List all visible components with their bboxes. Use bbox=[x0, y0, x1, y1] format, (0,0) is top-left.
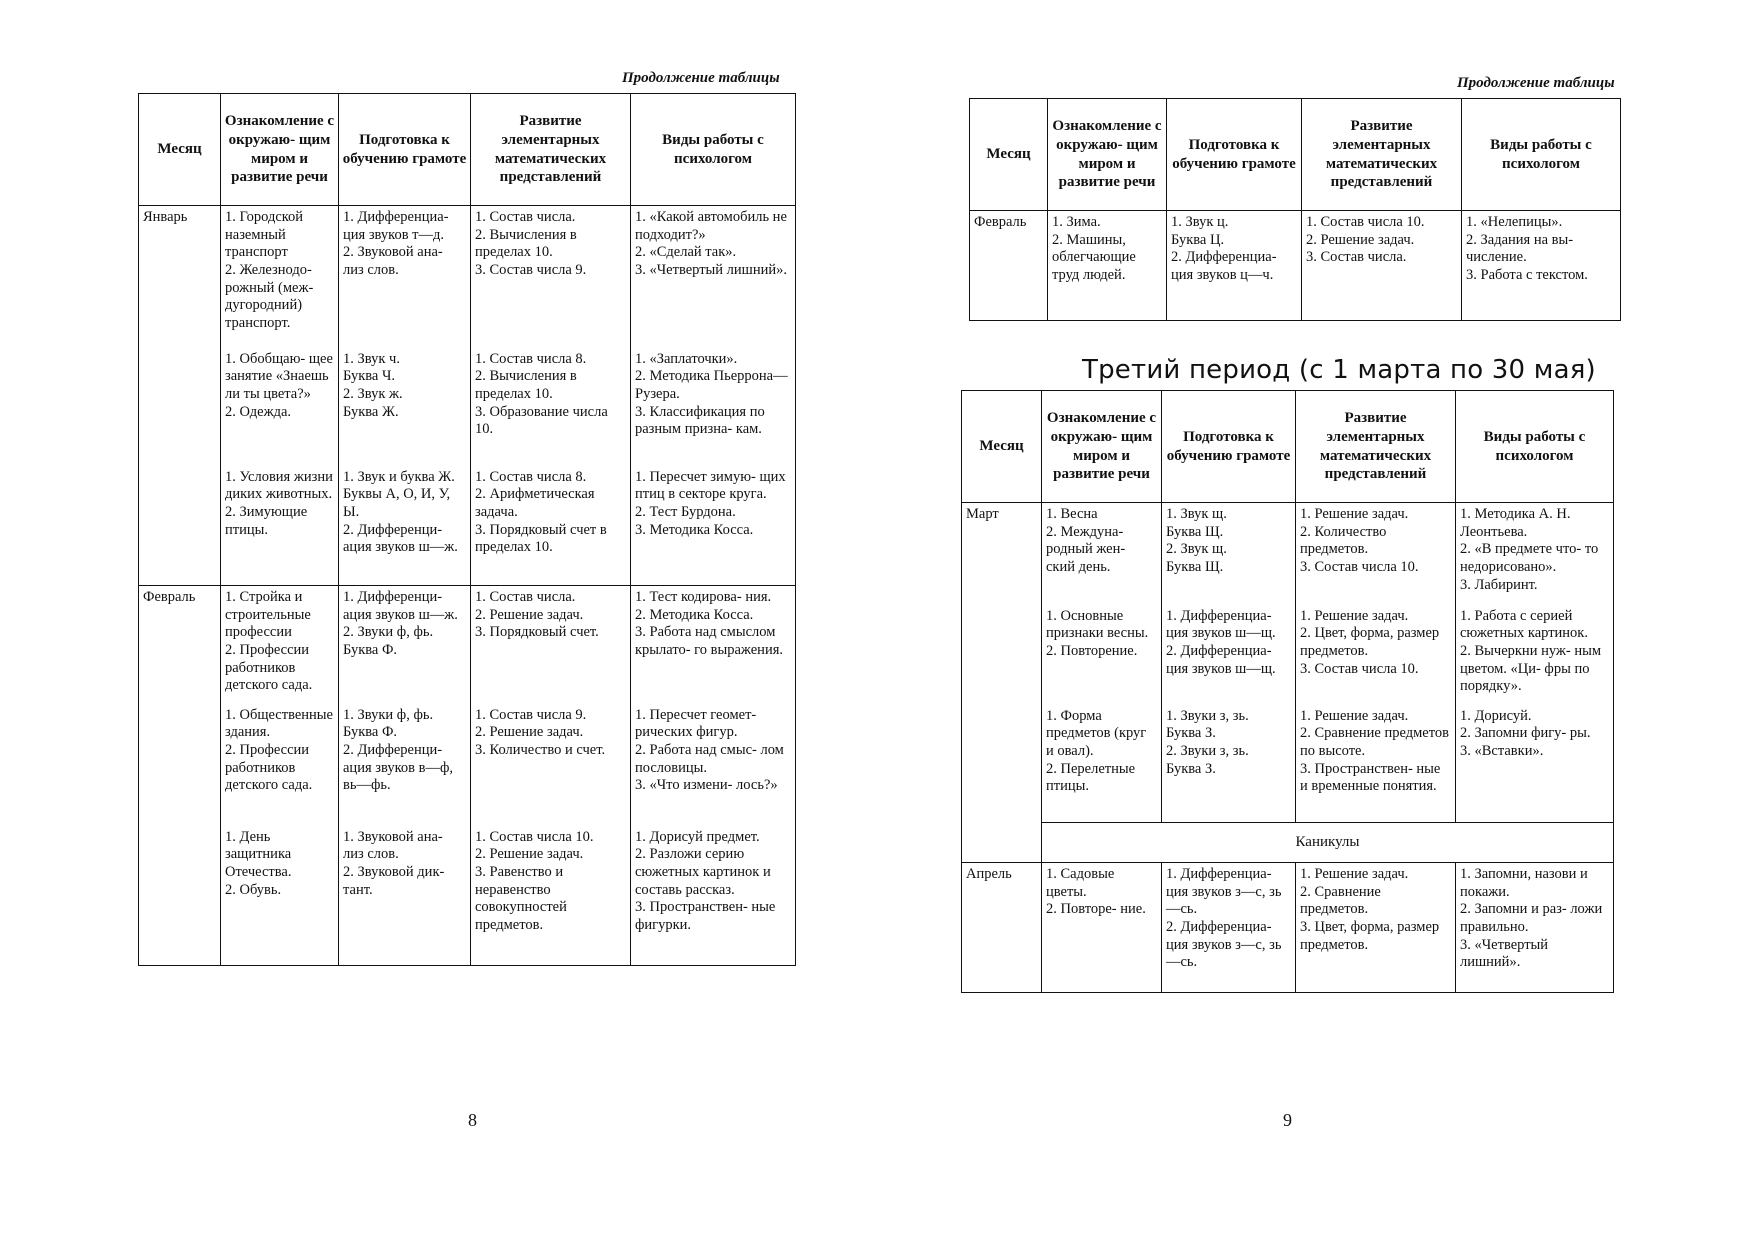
cell-math bbox=[1296, 863, 1456, 993]
cell-world bbox=[1048, 211, 1167, 321]
table-row bbox=[139, 704, 796, 826]
left-schedule-table bbox=[138, 93, 796, 966]
table-continuation-caption: Продолжение таблицы bbox=[622, 70, 780, 86]
section-title: Третий период (с 1 марта по 30 мая) bbox=[1082, 355, 1596, 385]
cell-psych bbox=[1456, 605, 1614, 705]
cell-line: 2. Сравнение предметов. bbox=[1300, 883, 1381, 918]
cell-line: 1. Методика А. Н. Леонтьева. bbox=[1460, 506, 1571, 540]
cell-line: 1. Звук щ. bbox=[1166, 506, 1227, 522]
cell-psych bbox=[631, 466, 796, 586]
cell-line: 1. Звуки ф, фь. bbox=[343, 706, 434, 723]
cell-math bbox=[471, 348, 631, 466]
cell-line: 2. Звуковой ана- лиз слов. bbox=[343, 244, 443, 279]
cell-line: 2. Сравнение предметов по высоте. bbox=[1300, 725, 1449, 759]
left-table-body bbox=[139, 206, 796, 966]
cell-line: 2. Вычисления в пределах 10. bbox=[475, 226, 577, 261]
third-period-table bbox=[961, 390, 1614, 993]
cell-psych bbox=[1456, 705, 1614, 823]
cell-world bbox=[221, 348, 339, 466]
table-row bbox=[962, 503, 1614, 605]
cell-math bbox=[1296, 705, 1456, 823]
cell-literacy bbox=[1162, 605, 1296, 705]
cell-line: 2. «В предмете что- то недорисовано». bbox=[1460, 541, 1599, 576]
header-literacy: Подготовка к обучению грамоте bbox=[1162, 391, 1296, 503]
table-row bbox=[139, 586, 796, 704]
table-row bbox=[139, 206, 796, 348]
cell-line: 1. «Какой автомобиль не подходит?» bbox=[635, 209, 787, 243]
cell-math bbox=[471, 704, 631, 826]
cell-line: 3. Порядковый счет. bbox=[475, 624, 599, 641]
cell-line: 1. Весна bbox=[1046, 506, 1098, 522]
cell-line: 3. Пространствен- ные и временные понятия. bbox=[1300, 760, 1441, 795]
cell-line: 2. Дифференци- ация звуков в—ф, вь—фь. bbox=[343, 741, 453, 794]
cell-line: 2. Железнодо- рожный (меж- дугородний) транспорт. bbox=[225, 262, 314, 332]
cell-line: 2. Звук щ. bbox=[1166, 541, 1227, 558]
cell-line: 2. Зимующие птицы. bbox=[225, 503, 308, 538]
cell-line: Буква Ж. bbox=[343, 403, 399, 420]
cell-line: 2. Профессии работников детского сада. bbox=[225, 642, 313, 694]
cell-line: 1. Решение задач. bbox=[1300, 607, 1409, 624]
cell-line: 2. Звуки з, зь. bbox=[1166, 742, 1249, 759]
cell-line: 2. Обувь. bbox=[225, 881, 282, 898]
cell-math bbox=[1296, 605, 1456, 705]
cell-line: 1. Состав числа 8. bbox=[475, 350, 587, 367]
cell-line: 1. Работа с серией сюжетных картинок. bbox=[1460, 607, 1588, 642]
cell-line: 1. Дорисуй предмет. bbox=[635, 828, 760, 845]
month-cell: Январь bbox=[139, 206, 221, 586]
cell-line: 2. Запомни и раз- ложи правильно. bbox=[1460, 901, 1603, 936]
cell-line: 2. Решение задач. bbox=[475, 606, 584, 623]
month-cell: Февраль bbox=[139, 586, 221, 966]
cell-line: 1. Звуки з, зь. bbox=[1166, 707, 1249, 724]
cell-line: 1. Состав числа 10. bbox=[1306, 214, 1425, 230]
cell-line: Буква Ц. bbox=[1171, 231, 1225, 248]
cell-line: 2. Машины, облегчающие труд людей. bbox=[1052, 231, 1136, 284]
cell-world bbox=[1042, 705, 1162, 823]
cell-line: 2. Арифметическая задача. bbox=[475, 486, 595, 520]
cell-literacy bbox=[339, 826, 471, 966]
cell-line: 3. Классификация по разным призна- кам. bbox=[635, 403, 765, 438]
month-cell: Февраль bbox=[970, 211, 1048, 321]
cell-line: 1. Основные признаки весны. bbox=[1046, 607, 1149, 642]
table-row bbox=[970, 211, 1621, 321]
cell-world bbox=[221, 586, 339, 704]
cell-math bbox=[471, 826, 631, 966]
header-psychologist: Виды работы с психологом bbox=[1462, 99, 1621, 211]
cell-line: 1. Состав числа 9. bbox=[475, 706, 587, 723]
cell-psych bbox=[631, 206, 796, 348]
cell-line: 1. Форма предметов (круг и овал). bbox=[1046, 707, 1147, 759]
cell-literacy bbox=[339, 348, 471, 466]
cell-line: 2. Тест Бурдона. bbox=[635, 503, 736, 520]
cell-line: 1. Состав числа. bbox=[475, 589, 576, 605]
month-cell: Апрель bbox=[962, 863, 1042, 993]
cell-literacy bbox=[1162, 503, 1296, 605]
cell-line: 2. Цвет, форма, размер предметов. bbox=[1300, 625, 1440, 659]
cell-line: 1. Зима. bbox=[1052, 214, 1101, 230]
cell-line: 1. «Нелепицы». bbox=[1466, 214, 1563, 230]
cell-line: 2. Методика Косса. bbox=[635, 606, 754, 623]
feb-continuation-table bbox=[969, 98, 1621, 321]
cell-line: 1. Дифференциа- ция звуков ш—щ. bbox=[1166, 607, 1276, 642]
header-psychologist: Виды работы с психологом bbox=[631, 94, 796, 206]
cell-line: 1. Звук ц. bbox=[1171, 214, 1229, 230]
cell-psych bbox=[631, 826, 796, 966]
cell-literacy bbox=[1167, 211, 1302, 321]
cell-psych bbox=[631, 586, 796, 704]
table-row bbox=[962, 605, 1614, 705]
cell-line: 2. «Сделай так». bbox=[635, 244, 737, 261]
cell-line: 3. Работа с текстом. bbox=[1466, 267, 1588, 284]
cell-line: 2. Звуковой дик- тант. bbox=[343, 863, 445, 898]
cell-literacy bbox=[339, 704, 471, 826]
header-world-speech: Ознакомление с окружаю- щим миром и развитие речи bbox=[1048, 99, 1167, 211]
cell-line: 2. Вычеркни нуж- ным цветом. «Ци- фры по порядку». bbox=[1460, 642, 1602, 695]
month-cell: Март bbox=[962, 503, 1042, 863]
cell-line: 1. Обобщаю- щее занятие «Знаешь ли ты цвета?» bbox=[225, 350, 333, 402]
cell-psych bbox=[631, 704, 796, 826]
header-world-speech: Ознакомление с окружаю- щим миром и развитие речи bbox=[1042, 391, 1162, 503]
cell-line: Буква З. bbox=[1166, 760, 1216, 777]
cell-line: 3. Состав числа. bbox=[1306, 249, 1407, 266]
holiday-label: Каникулы bbox=[1042, 823, 1614, 863]
cell-line: 1. Садовые цветы. bbox=[1046, 866, 1115, 900]
cell-line: 1. Звук и буква Ж. Буквы А, О, И, У, Ы. bbox=[343, 468, 455, 520]
cell-line: 2. Звуки ф, фь. bbox=[343, 624, 434, 641]
table-row bbox=[139, 348, 796, 466]
table-row bbox=[139, 826, 796, 966]
cell-psych bbox=[1456, 503, 1614, 605]
cell-literacy bbox=[339, 586, 471, 704]
cell-world bbox=[1042, 605, 1162, 705]
cell-line: 1. Решение задач. bbox=[1300, 506, 1409, 522]
cell-line: 2. Количество предметов. bbox=[1300, 523, 1387, 558]
cell-line: 3. Равенство и неравенство совокупностей предметов. bbox=[475, 863, 567, 933]
cell-line: 3. Образование числа 10. bbox=[475, 403, 608, 438]
cell-math bbox=[471, 206, 631, 348]
header-month: Месяц bbox=[139, 94, 221, 206]
cell-psych bbox=[1456, 863, 1614, 993]
cell-line: 3. «Четвертый лишний». bbox=[635, 262, 787, 279]
cell-line: 1. Городской наземный транспорт bbox=[225, 209, 304, 261]
table-continuation-caption: Продолжение таблицы bbox=[1457, 75, 1615, 91]
cell-line: 2. Решение задач. bbox=[475, 846, 584, 863]
cell-world bbox=[1042, 863, 1162, 993]
cell-line: 3. Порядковый счет в пределах 10. bbox=[475, 521, 607, 556]
cell-line: 2. Междуна- родный жен- ский день. bbox=[1046, 523, 1126, 576]
cell-line: 1. Решение задач. bbox=[1300, 707, 1409, 724]
cell-line: 2. Вычисления в пределах 10. bbox=[475, 368, 577, 402]
cell-line: Буква Щ. bbox=[1166, 559, 1224, 576]
cell-line: 1. Звуковой ана- лиз слов. bbox=[343, 828, 443, 863]
cell-line: 1. «Заплаточки». bbox=[635, 350, 738, 367]
cell-line: 2. Повторе- ние. bbox=[1046, 901, 1146, 918]
cell-line: 2. Запомни фигу- ры. bbox=[1460, 725, 1591, 742]
cell-world bbox=[221, 826, 339, 966]
cell-math bbox=[1296, 503, 1456, 605]
cell-line: 3. Пространствен- ные фигурки. bbox=[635, 899, 776, 933]
cell-line: 1. Дорисуй. bbox=[1460, 707, 1532, 724]
cell-line: 1. Пересчет геомет- рических фигур. bbox=[635, 706, 757, 741]
cell-line: 3. Цвет, форма, размер предметов. bbox=[1300, 919, 1440, 953]
cell-line: 2. Дифференциа- ция звуков ц—ч. bbox=[1171, 249, 1277, 284]
cell-line: 2. Решение задач. bbox=[475, 724, 584, 741]
cell-line: Буква Ф. bbox=[343, 642, 398, 659]
cell-line: 3. «Вставки». bbox=[1460, 742, 1544, 759]
cell-world bbox=[1042, 503, 1162, 605]
cell-line: 1. Условия жизни диких животных. bbox=[225, 468, 333, 503]
cell-line: 2. Одежда. bbox=[225, 403, 292, 420]
cell-line: 1. Состав числа 8. bbox=[475, 468, 587, 485]
cell-line: 3. Лабиринт. bbox=[1460, 576, 1538, 593]
cell-line: 2. Методика Пьеррона—Рузера. bbox=[635, 368, 788, 402]
table-row bbox=[139, 466, 796, 586]
cell-line: 3. Методика Косса. bbox=[635, 521, 754, 538]
cell-psych bbox=[1462, 211, 1621, 321]
header-world-speech: Ознакомление с окружаю- щим миром и развитие речи bbox=[221, 94, 339, 206]
cell-line: 1. Звук ч. bbox=[343, 350, 400, 367]
cell-math bbox=[1302, 211, 1462, 321]
header-literacy: Подготовка к обучению грамоте bbox=[1167, 99, 1302, 211]
cell-line: 2. Задания на вы- числение. bbox=[1466, 231, 1574, 266]
cell-line: Буква Щ. bbox=[1166, 523, 1224, 540]
cell-line: 2. Перелетные птицы. bbox=[1046, 760, 1136, 795]
cell-line: 2. Повторение. bbox=[1046, 642, 1138, 659]
cell-line: 1. Запомни, назови и покажи. bbox=[1460, 866, 1588, 900]
cell-line: 1. Дифференциа- ция звуков з—с, зь—сь. bbox=[1166, 866, 1282, 918]
cell-world bbox=[221, 206, 339, 348]
cell-line: 3. Состав числа 9. bbox=[475, 262, 587, 279]
cell-line: 1. Стройка и строительные профессии bbox=[225, 589, 311, 641]
table-row bbox=[962, 863, 1614, 993]
cell-line: 1. Состав числа. bbox=[475, 209, 576, 225]
cell-line: 1. Дифференци- ация звуков ш—ж. bbox=[343, 589, 458, 623]
table-row bbox=[962, 705, 1614, 823]
cell-line: Буква Ф. bbox=[343, 724, 398, 741]
cell-line: 1. Решение задач. bbox=[1300, 866, 1409, 882]
header-math: Развитие элементарных математических представлений bbox=[1302, 99, 1462, 211]
header-math: Развитие элементарных математических представлений bbox=[1296, 391, 1456, 503]
page-number: 8 bbox=[468, 1110, 477, 1130]
cell-line: 1. Общественные здания. bbox=[225, 706, 333, 741]
cell-psych bbox=[631, 348, 796, 466]
cell-line: Буква Ч. bbox=[343, 368, 396, 385]
cell-line: 2. Профессии работников детского сада. bbox=[225, 741, 313, 794]
header-math: Развитие элементарных математических представлений bbox=[471, 94, 631, 206]
cell-line: 1. День защитника Отечества. bbox=[225, 828, 292, 880]
header-literacy: Подготовка к обучению грамоте bbox=[339, 94, 471, 206]
cell-world bbox=[221, 466, 339, 586]
right-page bbox=[877, 0, 1754, 1241]
cell-literacy bbox=[1162, 863, 1296, 993]
cell-line: 1. Пересчет зимую- щих птиц в секторе круга. bbox=[635, 468, 786, 503]
cell-line: 2. Дифференциа- ция звуков ш—щ. bbox=[1166, 642, 1276, 677]
cell-line: 2. Работа над смыс- лом пословицы. bbox=[635, 741, 784, 776]
cell-line: 3. «Четвертый лишний». bbox=[1460, 936, 1549, 971]
header-psychologist: Виды работы с психологом bbox=[1456, 391, 1614, 503]
cell-math bbox=[471, 466, 631, 586]
header-month: Месяц bbox=[962, 391, 1042, 503]
cell-literacy bbox=[339, 206, 471, 348]
cell-line: 1. Состав числа 10. bbox=[475, 828, 594, 845]
cell-line: 2. Разложи серию сюжетных картинок и составь рассказ. bbox=[635, 846, 771, 898]
holiday-row bbox=[962, 823, 1614, 863]
cell-line: 3. Работа над смыслом крылато- го выражения. bbox=[635, 624, 783, 659]
cell-math bbox=[471, 586, 631, 704]
cell-line: 1. Тест кодирова- ния. bbox=[635, 589, 772, 605]
cell-line: 2. Дифференци- ация звуков ш—ж. bbox=[343, 521, 458, 556]
cell-line: 3. Состав числа 10. bbox=[1300, 559, 1419, 576]
third-period-body bbox=[962, 503, 1614, 993]
cell-line: 2. Решение задач. bbox=[1306, 231, 1415, 248]
cell-line: 2. Дифференциа- ция звуков з—с, зь—сь. bbox=[1166, 919, 1282, 971]
cell-world bbox=[221, 704, 339, 826]
cell-line: 1. Дифференциа- ция звуков т—д. bbox=[343, 209, 449, 243]
cell-line: 3. Состав числа 10. bbox=[1300, 660, 1419, 677]
cell-literacy bbox=[339, 466, 471, 586]
cell-line: 3. Количество и счет. bbox=[475, 741, 606, 758]
cell-line: Буква З. bbox=[1166, 725, 1216, 742]
cell-line: 3. «Что измени- лось?» bbox=[635, 777, 778, 794]
cell-literacy bbox=[1162, 705, 1296, 823]
page-number: 9 bbox=[1283, 1110, 1292, 1130]
cell-line: 2. Звук ж. bbox=[343, 385, 403, 402]
header-month: Месяц bbox=[970, 99, 1048, 211]
